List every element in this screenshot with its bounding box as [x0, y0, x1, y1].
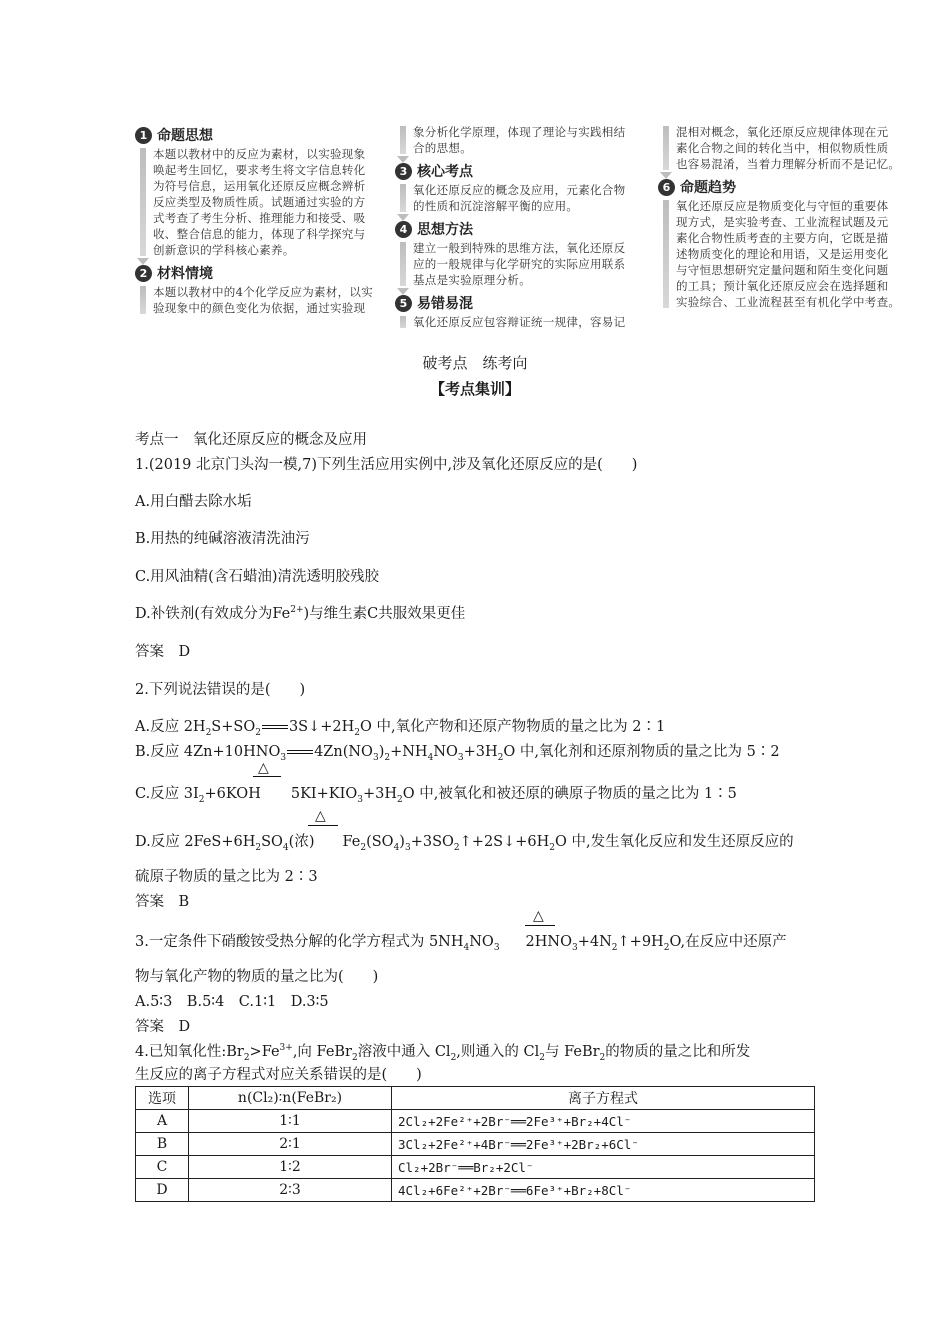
table-row: [136, 1156, 815, 1179]
heading-text: 材料情境: [157, 266, 213, 282]
cell-equation: Cl₂+2Br⁻══Br₂+2Cl⁻: [392, 1156, 815, 1179]
text-line: 合的思想。: [413, 141, 472, 155]
q4-stem: 4.已知氧化性$:Br_2>Fe^{3+}$,向 FeBr$_2$溶液中通入 $Cl_2$,则通入的 $Cl_2$与 FeBr$_2$的物质的量之比和所发: [135, 1043, 751, 1063]
paragraph: [135, 284, 380, 316]
text-line: 收、整合信息的能力，体现了科学探究与: [153, 227, 366, 241]
section-heading: [395, 160, 640, 182]
text-line: 素化合物性质考查的主要方向，它既是描: [676, 231, 889, 245]
text-line: 的性质和沉淀溶解平衡的应用。: [413, 199, 579, 213]
text-line: 氧化还原反应的概念及应用，元素化合物: [413, 183, 626, 197]
q3-stem: 3.一定条件下硝酸铵受热分解的化学方程式为 $5NH_4NO_3$ $2HNO_3+4N_2↑+9H_2O$,在反应中还原产: [135, 934, 787, 953]
text-line: 氧化还原反应包容辩证统一规律，容易记: [413, 315, 626, 329]
cell-ratio: 1∶1: [189, 1110, 392, 1133]
section-heading: [658, 176, 908, 198]
q1-answer: 答案 D: [135, 644, 191, 660]
number-badge-icon: 4: [395, 221, 412, 238]
text-line: 为符号信息，运用氧化还原反应概念辨析: [153, 179, 366, 193]
text-line: 唤起考生回忆，要求考生将文字信息转化: [153, 163, 366, 177]
q1-option-a: A.用白醋去除水垢: [135, 494, 252, 510]
table-row: [136, 1133, 815, 1156]
banner-col-1: [135, 124, 380, 336]
q1-option-c: C.用风油精(含石蜡油)清洗透明胶残胶: [135, 569, 379, 585]
q4-stem-cont: 生反应的离子方程式对应关系错误的是( ): [135, 1067, 422, 1083]
text-line: 建立一般到特殊的思维方法，氧化还原反: [413, 241, 626, 255]
reaction-arrow-icon: [253, 776, 281, 777]
text-line: 素化合物之间的转化当中，相似物质性质: [676, 141, 889, 155]
text-line: 氧化还原反应是物质变化与守恒的重要体: [676, 199, 889, 213]
table-row: [136, 1110, 815, 1133]
text-line: 基点是实验原理分析。: [413, 273, 531, 287]
table-header-row: [136, 1087, 815, 1110]
cell-equation: 4Cl₂+6Fe²⁺+2Br⁻══6Fe³⁺+Br₂+8Cl⁻: [392, 1179, 815, 1202]
section-heading: [135, 124, 380, 146]
text-line: 的工具；预计氧化还原反应会在选择题和: [676, 279, 889, 293]
q2-option-b: B.反应 $4Zn+10HNO_3$ $4Zn(NO_3)_2+NH_4NO_3+3H_2O$ 中,氧化剂和还原剂物质的量之比为 5∶2: [135, 744, 780, 763]
reaction-arrow-icon: [308, 825, 338, 826]
equals-sign-icon: [287, 750, 313, 754]
q1-option-b: B.用热的纯碱溶液清洗油污: [135, 531, 310, 547]
equals-sign-icon: [262, 725, 288, 729]
text-line: 现方式，是实验考查、工业流程试题及元: [676, 215, 889, 229]
col-header-equation: 离子方程式: [392, 1087, 815, 1110]
number-badge-icon: 3: [395, 163, 412, 180]
paragraph: [658, 124, 908, 172]
paragraph: [395, 314, 640, 330]
text-line: 象分析化学原理，体现了理论与实践相结: [413, 125, 626, 139]
heat-triangle-icon: △: [533, 908, 544, 924]
section-heading: [395, 292, 640, 314]
cell-option: B: [136, 1133, 189, 1156]
q3-options: A.5∶3 B.5∶4 C.1∶1 D.3∶5: [135, 994, 329, 1010]
text-line: 述物质变化的理论和用语，又是运用变化: [676, 247, 889, 261]
section-heading: [135, 262, 380, 284]
q2-option-a: A.反应 $2H_2S+SO_2$ $3S↓+2H_2O$ 中,氧化产物和还原产物物质的量之比为 2∶1: [135, 719, 666, 738]
text-line: 反应类型及物质性质。试题通过实验的方: [153, 195, 366, 209]
q4-table: [135, 1086, 815, 1202]
heading-text: 命题思想: [157, 128, 213, 144]
heading-text: 易错易混: [417, 296, 473, 312]
q2-answer: 答案 B: [135, 894, 190, 910]
kaodian-heading: 考点一 氧化还原反应的概念及应用: [135, 432, 367, 448]
number-badge-icon: 1: [135, 127, 152, 144]
section-subtitle: 【考点集训】: [429, 380, 520, 398]
text-line: 创新意识的学科核心素养。: [153, 243, 295, 257]
cell-ratio: 2∶3: [189, 1179, 392, 1202]
heat-triangle-icon: △: [315, 808, 326, 824]
text-line: 与守恒思想研究定量问题和陌生变化问题: [676, 263, 889, 277]
q3-stem-cont: 物与氧化产物的物质的量之比为( ): [135, 969, 379, 985]
col-header-ratio: n(Cl₂)∶n(FeBr₂): [189, 1087, 392, 1110]
text-line: 应的一般规律与化学研究的实际应用联系: [413, 257, 626, 271]
q1-option-d: D.补铁剂(有效成分为$Fe^{2+}$)与维生素C共服效果更佳: [135, 605, 466, 622]
heat-triangle-icon: △: [258, 760, 269, 776]
text-line: 实验综合、工业流程甚至有机化学中考查。: [676, 295, 901, 309]
section-heading: [395, 218, 640, 240]
q1-stem: 1.(2019 北京门头沟一模,7)下列生活应用实例中,涉及氧化还原反应的是( ): [135, 457, 638, 473]
cell-ratio: 2∶1: [189, 1133, 392, 1156]
number-badge-icon: 5: [395, 295, 412, 312]
q3-answer: 答案 D: [135, 1019, 191, 1035]
text-line: 也容易混淆，当着力理解分析而不是记忆。: [676, 157, 901, 171]
section-title: 破考点 练考向: [422, 354, 528, 372]
banner-col-3: [658, 124, 908, 336]
cell-option: C: [136, 1156, 189, 1179]
col-header-option: 选项: [136, 1087, 189, 1110]
cell-ratio: 1∶2: [189, 1156, 392, 1179]
q2-stem: 2.下列说法错误的是( ): [135, 682, 306, 698]
text-line: 本题以教材中的反应为素材，以实验现象: [153, 147, 366, 161]
paragraph: [395, 124, 640, 156]
cell-equation: 2Cl₂+2Fe²⁺+2Br⁻══2Fe³⁺+Br₂+4Cl⁻: [392, 1110, 815, 1133]
paragraph: [395, 240, 640, 288]
paragraph: [135, 146, 380, 258]
text-line: 验现象中的颜色变化为依据，通过实验现: [153, 301, 366, 315]
number-badge-icon: 2: [135, 265, 152, 282]
q2-option-d-cont: 硫原子物质的量之比为 2∶3: [135, 869, 318, 885]
heading-text: 核心考点: [417, 164, 473, 180]
table-row: [136, 1179, 815, 1202]
text-line: 本题以教材中的4个化学反应为素材，以实: [153, 285, 374, 299]
q2-option-c: C.反应 $3I_2+6KOH$ $5KI+KIO_3+3H_2O$ 中,被氧化和被还原的碘原子物质的量之比为 1∶5: [135, 786, 737, 805]
cell-equation: 3Cl₂+2Fe²⁺+4Br⁻══2Fe³⁺+2Br₂+6Cl⁻: [392, 1133, 815, 1156]
cell-option: A: [136, 1110, 189, 1133]
heading-text: 命题趋势: [680, 180, 736, 196]
reaction-arrow-icon: [525, 925, 555, 926]
text-line: 式考查了考生分析、推理能力和接受、吸: [153, 211, 366, 225]
cell-option: D: [136, 1179, 189, 1202]
q2-option-d: D.反应 $2FeS+6H_2SO_4$(浓) $Fe_2(SO_4)_3+3SO_2↑+2S↓+6H_2O$ 中,发生氧化反应和发生还原反应的: [135, 834, 794, 853]
heading-text: 思想方法: [417, 222, 473, 238]
banner-col-2: [395, 124, 640, 336]
paragraph: [658, 198, 908, 310]
text-line: 混相对概念，氧化还原反应规律体现在元: [676, 125, 889, 139]
number-badge-icon: 6: [658, 179, 675, 196]
paragraph: [395, 182, 640, 214]
